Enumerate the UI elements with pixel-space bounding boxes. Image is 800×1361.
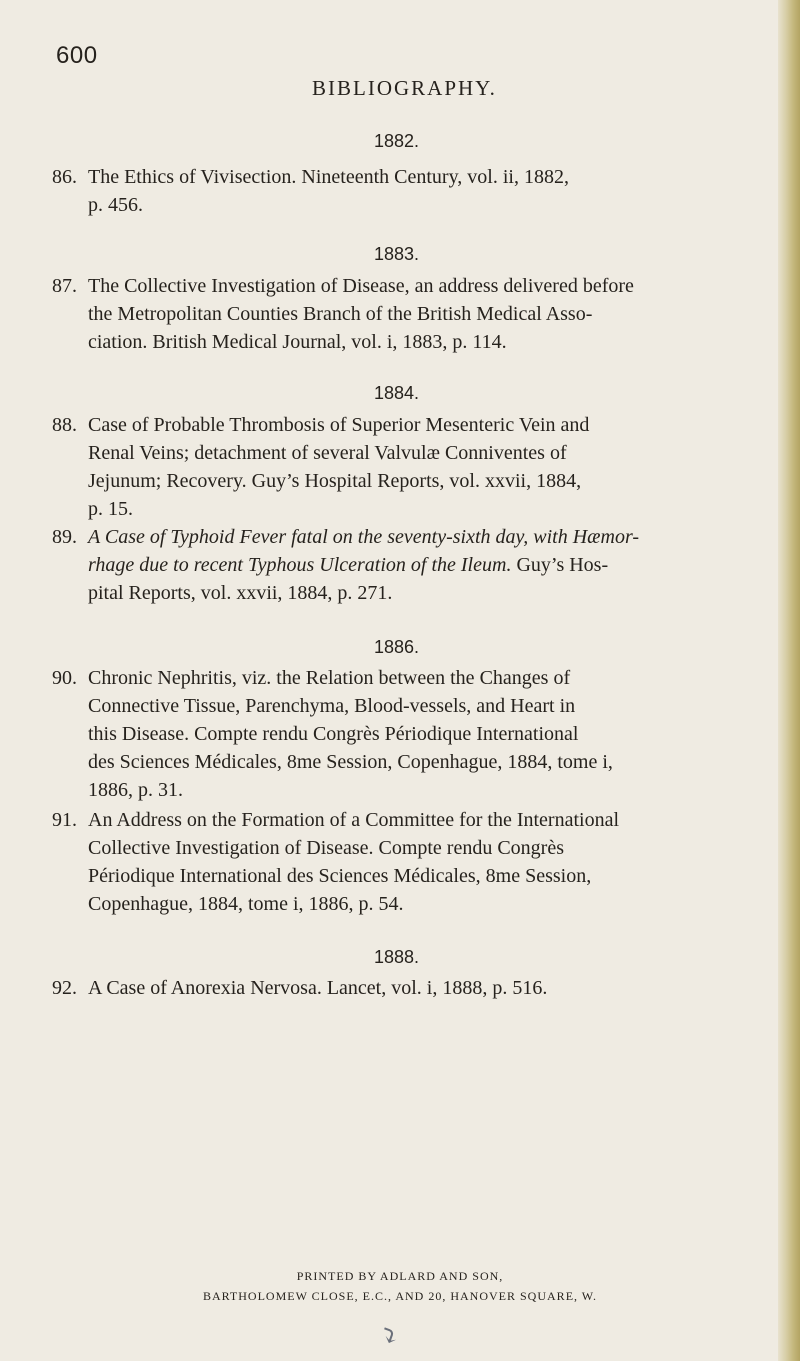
entry-number: 86. [52,166,77,188]
page-number: 600 [56,42,98,69]
bibliography-entry [52,411,734,523]
year-heading: 1884. [374,383,420,403]
entry-text: Renal Veins; detachment of several Valvulæ Conniventes of [88,442,567,464]
imprint-line: BARTHOLOMEW CLOSE, E.C., AND 20, HANOVER SQUARE, W. [202,1289,598,1303]
entry-text: p. 456. [88,194,143,216]
year-heading: 1882. [374,131,420,151]
entry-text: The Collective Investigation of Disease, an address delivered before [88,275,634,297]
bibliography-entry [52,806,734,918]
entry-text: the Metropolitan Counties Branch of the British Medical Asso- [88,303,593,325]
entry-text: Guy’s Hos- [511,554,609,576]
entry-text: Copenhague, 1884, tome i, 1886, p. 54. [88,893,404,915]
entry-text: Connective Tissue, Parenchyma, Blood-vessels, and Heart in [88,695,576,717]
entry-text: rhage due to recent Typhous Ulceration of the Ileum. [88,554,512,576]
entry-text: Périodique International des Sciences Médicales, 8me Session, [88,865,592,887]
entry-text: A Case of Typhoid Fever fatal on the seventy-sixth day, with Hæmor- [88,526,639,548]
entry-text: Collective Investigation of Disease. Compte rendu Congrès [88,837,565,859]
pencil-mark-icon: ⤵ [373,1319,405,1354]
bibliography-entry [52,523,734,607]
entry-text: Chronic Nephritis, viz. the Relation between the Changes of [88,667,571,689]
entry-text: pital Reports, vol. xxvii, 1884, p. 271. [88,582,393,604]
entry-text: An Address on the Formation of a Committee for the International [88,809,619,831]
entry-text: this Disease. Compte rendu Congrès Périodique International [88,723,579,745]
entry-text: ciation. British Medical Journal, vol. i, 1883, p. 114. [88,331,507,353]
imprint-line: PRINTED BY ADLARD AND SON, [296,1269,504,1283]
entry-text: des Sciences Médicales, 8me Session, Copenhague, 1884, tome i, [88,751,613,773]
entry-text: A Case of Anorexia Nervosa. Lancet, vol. i, 1888, p. 516. [88,977,548,999]
entry-number: 92. [52,977,77,999]
bibliography-entry [52,664,734,804]
entry-number: 91. [52,809,77,831]
running-head: BIBLIOGRAPHY. [312,76,497,100]
entry-text: p. 15. [88,498,133,520]
entry-number: 88. [52,414,77,436]
year-heading: 1883. [374,244,420,264]
entry-text: Case of Probable Thrombosis of Superior Mesenteric Vein and [88,414,590,436]
entry-number: 90. [52,667,77,689]
bibliography-entry [52,163,734,219]
year-heading: 1886. [374,637,420,657]
bibliography-entry [52,272,734,356]
bibliography-entry [52,974,734,1002]
page-edge [778,0,800,1361]
entry-text: 1886, p. 31. [88,779,183,801]
entry-text: The Ethics of Vivisection. Nineteenth Century, vol. ii, 1882, [88,166,569,188]
entry-number: 87. [52,275,77,297]
entry-number: 89. [52,526,77,548]
entry-text: Jejunum; Recovery. Guy’s Hospital Reports, vol. xxvii, 1884, [88,470,582,492]
printer-imprint [0,1266,800,1306]
year-heading: 1888. [374,947,420,967]
